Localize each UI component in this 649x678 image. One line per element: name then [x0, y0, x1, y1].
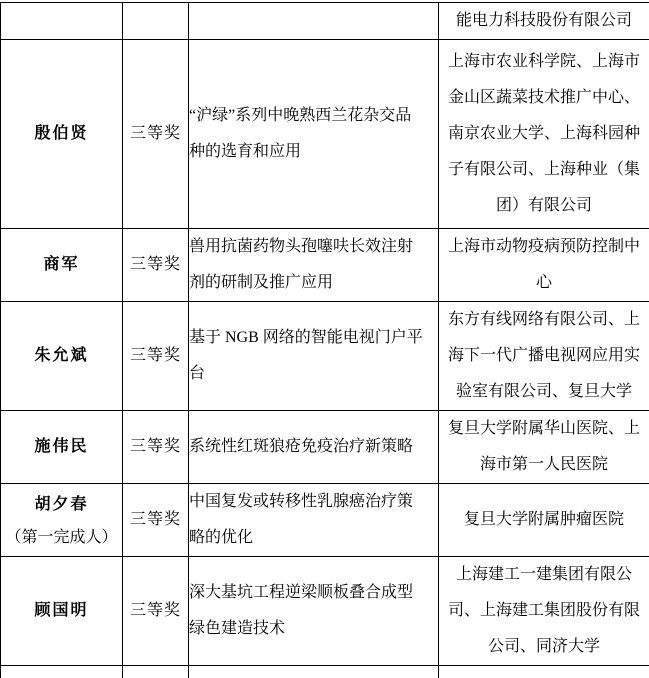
project-title: 系统性红斑狼疮免疫治疗新策略 — [189, 411, 439, 484]
laureate-name-text: 胡夕春 — [34, 496, 88, 513]
table-row-partial-bottom — [1, 666, 649, 678]
awards-table — [0, 2, 649, 678]
project-title — [189, 3, 439, 40]
award-level: 三等奖 — [123, 302, 189, 411]
project-title: 兽用抗菌药物头孢噻呋长效注射 剂的研制及推广应用 — [189, 229, 439, 302]
award-level — [123, 3, 189, 40]
organizations: 上海市农业科学院、上海市 金山区蔬菜技术推广中心、 南京农业大学、上海科园种 子有限公司、上海种业（集 团）有限公司 — [439, 40, 649, 229]
award-level: 三等奖 — [123, 484, 189, 557]
organizations: 上海建工一建集团有限公 司、上海建工集团股份有限 公司、同济大学 — [439, 557, 649, 666]
laureate-name — [1, 666, 123, 678]
award-level — [123, 666, 189, 678]
laureate-name — [1, 3, 123, 40]
project-title — [189, 666, 439, 678]
table-row — [1, 411, 649, 484]
table-row — [1, 557, 649, 666]
organizations: 上海市动物疫病预防控制中 心 — [439, 229, 649, 302]
laureate-name: 商军 — [1, 229, 123, 302]
laureate-name: 殷伯贤 — [1, 40, 123, 229]
award-level: 三等奖 — [123, 40, 189, 229]
organizations — [439, 666, 649, 678]
laureate-name: 施伟民 — [1, 411, 123, 484]
project-title: “沪绿”系列中晚熟西兰花杂交品 种的选育和应用 — [189, 40, 439, 229]
project-title: 深大基坑工程逆梁顺板叠合成型 绿色建造技术 — [189, 557, 439, 666]
laureate-name — [1, 484, 123, 557]
laureate-name: 顾国明 — [1, 557, 123, 666]
table-row — [1, 229, 649, 302]
award-level: 三等奖 — [123, 229, 189, 302]
table-row — [1, 40, 649, 229]
project-title: 基于 NGB 网络的智能电视门户平台 — [189, 302, 439, 411]
table-row — [1, 484, 649, 557]
table-row-partial-top — [1, 3, 649, 40]
organizations: 能电力科技股份有限公司 — [439, 3, 649, 40]
award-level: 三等奖 — [123, 411, 189, 484]
laureate-name-suffix: （第一完成人） — [1, 523, 122, 553]
table-row — [1, 302, 649, 411]
organizations: 复旦大学附属肿瘤医院 — [439, 484, 649, 557]
project-title: 中国复发或转移性乳腺癌治疗策 略的优化 — [189, 484, 439, 557]
laureate-name: 朱允斌 — [1, 302, 123, 411]
award-level: 三等奖 — [123, 557, 189, 666]
organizations: 复旦大学附属华山医院、上 海市第一人民医院 — [439, 411, 649, 484]
organizations: 东方有线网络有限公司、上 海下一代广播电视网应用实 验室有限公司、复旦大学 — [439, 302, 649, 411]
